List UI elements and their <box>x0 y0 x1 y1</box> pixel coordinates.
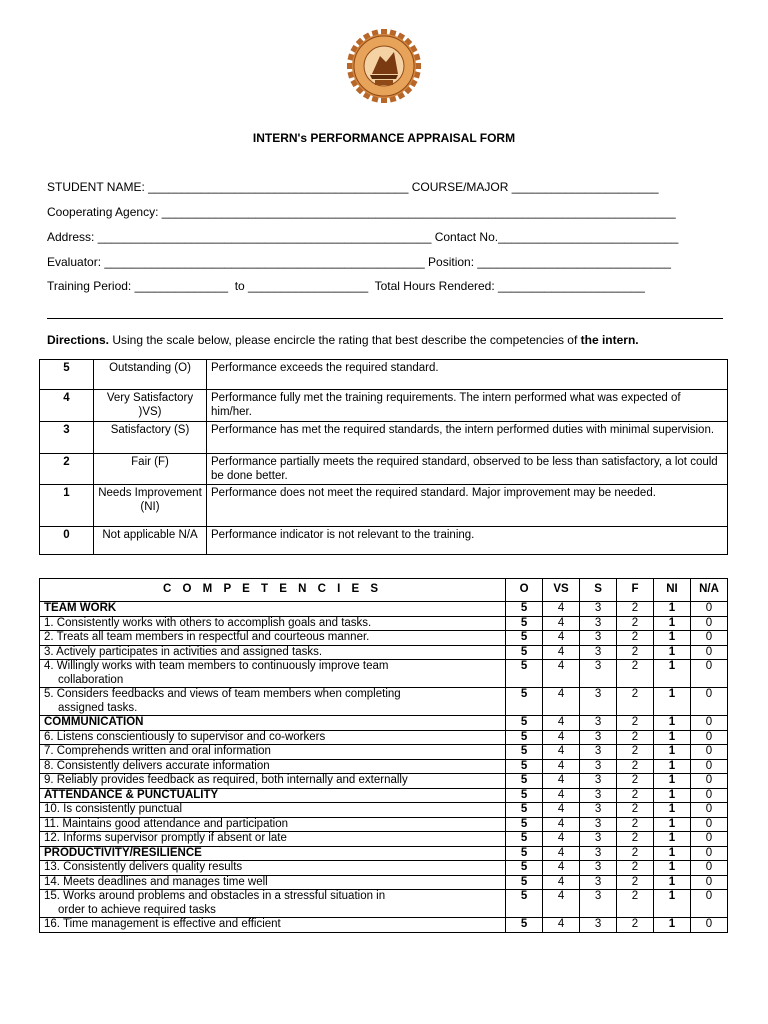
rating-option[interactable]: 5 <box>506 788 543 803</box>
rating-option[interactable]: 2 <box>617 817 654 832</box>
competency-line: 11. Maintains good attendance and participation <box>44 817 289 830</box>
rating-option[interactable]: 4 <box>543 745 580 760</box>
section-row <box>40 846 728 861</box>
section-title <box>40 716 506 731</box>
rating-option[interactable]: 4 <box>543 660 580 688</box>
directions-body: Using the scale below, please encircle the rating that best describe the competencies of <box>109 333 581 347</box>
divider-line <box>47 318 723 319</box>
rating-option[interactable]: 4 <box>543 788 580 803</box>
competencies-table <box>39 578 728 933</box>
training-period-field[interactable]: Training Period: ______________ to __________________ Total Hours Rendered: ______________________ <box>47 279 645 293</box>
rating-option[interactable]: 5 <box>506 803 543 818</box>
rating-option[interactable]: 2 <box>617 774 654 789</box>
rating-option[interactable]: 5 <box>506 688 543 716</box>
competency-line: 6. Listens conscientiously to supervisor and co-workers <box>44 730 326 743</box>
rating-option[interactable]: 3 <box>580 832 617 847</box>
scale-row <box>40 390 728 422</box>
scale-row <box>40 422 728 454</box>
competency-row <box>40 745 728 760</box>
section-row <box>40 788 728 803</box>
rating-option[interactable]: 0 <box>690 832 727 847</box>
competency-line: ATTENDANCE & PUNCTUALITY <box>44 788 219 801</box>
rating-option[interactable]: 1 <box>654 890 691 918</box>
rating-option[interactable]: 2 <box>617 861 654 876</box>
rating-option[interactable]: 5 <box>506 616 543 631</box>
rating-option[interactable]: 1 <box>654 602 691 617</box>
competency-text <box>40 832 506 847</box>
rating-option[interactable]: 5 <box>506 730 543 745</box>
rating-option[interactable]: 4 <box>543 716 580 731</box>
competency-line: COMMUNICATION <box>44 716 144 728</box>
rating-option[interactable]: 0 <box>690 688 727 716</box>
section-title <box>40 788 506 803</box>
competency-text <box>40 730 506 745</box>
rating-option[interactable]: 3 <box>580 861 617 876</box>
scale-number: 1 <box>40 485 94 527</box>
rating-option[interactable]: 1 <box>654 616 691 631</box>
rating-option[interactable]: 5 <box>506 660 543 688</box>
rating-option[interactable]: 4 <box>543 759 580 774</box>
rating-option[interactable]: 4 <box>543 803 580 818</box>
evaluator-position-field[interactable]: Evaluator: ________________________________________________ Position: _____________________________ <box>47 255 671 269</box>
competency-row <box>40 616 728 631</box>
rating-option[interactable]: 2 <box>617 803 654 818</box>
competency-row <box>40 803 728 818</box>
rating-option[interactable]: 0 <box>690 730 727 745</box>
rating-option[interactable]: 1 <box>654 774 691 789</box>
competency-text <box>40 759 506 774</box>
competency-text <box>40 861 506 876</box>
rating-option[interactable]: 0 <box>690 861 727 876</box>
rating-option[interactable]: 2 <box>617 602 654 617</box>
rating-option[interactable]: 0 <box>690 788 727 803</box>
rating-option[interactable]: 2 <box>617 616 654 631</box>
competency-line: 1. Consistently works with others to accomplish goals and tasks. <box>44 616 372 629</box>
scale-number: 5 <box>40 360 94 390</box>
competency-row <box>40 890 728 918</box>
competency-line: 15. Works around problems and obstacles in a stressful situation in <box>44 890 386 902</box>
rating-option[interactable]: 0 <box>690 645 727 660</box>
rating-header: F <box>617 579 654 602</box>
scale-label: Very Satisfactory )VS) <box>94 390 207 422</box>
rating-option[interactable]: 1 <box>654 660 691 688</box>
scale-number: 2 <box>40 454 94 485</box>
rating-option[interactable]: 0 <box>690 631 727 646</box>
rating-option[interactable]: 2 <box>617 918 654 933</box>
competency-row <box>40 861 728 876</box>
rating-option[interactable]: 1 <box>654 688 691 716</box>
student-name-course-field[interactable]: STUDENT NAME: _______________________________________ COURSE/MAJOR ______________________ <box>47 180 659 194</box>
rating-option[interactable]: 3 <box>580 688 617 716</box>
scale-row <box>40 485 728 527</box>
competency-row <box>40 759 728 774</box>
directions-label: Directions. <box>47 333 110 347</box>
rating-option[interactable]: 4 <box>543 861 580 876</box>
rating-option[interactable]: 1 <box>654 730 691 745</box>
scale-label: Outstanding (O) <box>94 360 207 390</box>
rating-option[interactable]: 5 <box>506 631 543 646</box>
competency-text <box>40 918 506 933</box>
rating-option[interactable]: 0 <box>690 716 727 731</box>
rating-option[interactable]: 0 <box>690 759 727 774</box>
rating-option[interactable]: 5 <box>506 759 543 774</box>
rating-option[interactable]: 5 <box>506 745 543 760</box>
rating-option[interactable]: 5 <box>506 846 543 861</box>
rating-option[interactable]: 0 <box>690 875 727 890</box>
rating-option[interactable]: 3 <box>580 631 617 646</box>
rating-option[interactable]: 1 <box>654 716 691 731</box>
rating-header: N/A <box>690 579 727 602</box>
rating-option[interactable]: 3 <box>580 602 617 617</box>
competency-row <box>40 645 728 660</box>
competency-text <box>40 616 506 631</box>
scale-description: Performance indicator is not relevant to the training. <box>207 527 728 555</box>
section-row <box>40 602 728 617</box>
competency-line: 7. Comprehends written and oral information <box>44 745 271 757</box>
rating-option[interactable]: 5 <box>506 890 543 918</box>
rating-option[interactable]: 1 <box>654 645 691 660</box>
rating-option[interactable]: 1 <box>654 832 691 847</box>
rating-option[interactable]: 2 <box>617 745 654 760</box>
rating-option[interactable]: 2 <box>617 716 654 731</box>
rating-option[interactable]: 2 <box>617 846 654 861</box>
rating-option[interactable]: 0 <box>690 660 727 688</box>
directions-text <box>47 333 639 347</box>
rating-option[interactable]: 4 <box>543 890 580 918</box>
rating-option[interactable]: 2 <box>617 660 654 688</box>
competency-line: 4. Willingly works with team members to continuously improve team <box>44 660 389 672</box>
rating-option[interactable]: 3 <box>580 660 617 688</box>
rating-option[interactable]: 3 <box>580 788 617 803</box>
rating-option[interactable]: 1 <box>654 759 691 774</box>
rating-option[interactable]: 3 <box>580 730 617 745</box>
rating-option[interactable]: 4 <box>543 846 580 861</box>
rating-option[interactable]: 0 <box>690 616 727 631</box>
rating-option[interactable]: 4 <box>543 918 580 933</box>
competency-line: 5. Considers feedbacks and views of team members when completing <box>44 688 401 700</box>
competency-line: 9. Reliably provides feedback as required, both internally and externally <box>44 774 408 786</box>
address-contact-field[interactable]: Address: __________________________________________________ Contact No.___________________________ <box>47 230 679 244</box>
competency-line: 8. Consistently delivers accurate information <box>44 759 270 772</box>
competency-row <box>40 817 728 832</box>
scale-description: Performance exceeds the required standard. <box>207 360 728 390</box>
competency-text <box>40 774 506 789</box>
scale-label: Fair (F) <box>94 454 207 485</box>
rating-header: VS <box>543 579 580 602</box>
rating-option[interactable]: 2 <box>617 688 654 716</box>
competency-line: 13. Consistently delivers quality results <box>44 861 243 873</box>
rating-option[interactable]: 4 <box>543 817 580 832</box>
form-title: INTERN's PERFORMANCE APPRAISAL FORM <box>252 131 516 145</box>
competency-text <box>40 631 506 646</box>
rating-option[interactable]: 1 <box>654 631 691 646</box>
rating-option[interactable]: 3 <box>580 846 617 861</box>
competency-row <box>40 631 728 646</box>
rating-option[interactable]: 5 <box>506 918 543 933</box>
section-title <box>40 602 506 617</box>
rating-option[interactable]: 0 <box>690 745 727 760</box>
rating-option[interactable]: 4 <box>543 631 580 646</box>
competency-row <box>40 660 728 688</box>
rating-option[interactable]: 2 <box>617 730 654 745</box>
rating-option[interactable]: 3 <box>580 616 617 631</box>
competency-line: PRODUCTIVITY/RESILIENCE <box>44 846 202 859</box>
scale-number: 3 <box>40 422 94 454</box>
scale-description: Performance fully met the training requirements. The intern performed what was expected of him/her. <box>207 390 728 422</box>
rating-option[interactable]: 1 <box>654 745 691 760</box>
rating-option[interactable]: 0 <box>690 890 727 918</box>
scale-label: Not applicable N/A <box>94 527 207 555</box>
rating-option[interactable]: 5 <box>506 774 543 789</box>
rating-option[interactable]: 4 <box>543 774 580 789</box>
scale-number: 4 <box>40 390 94 422</box>
competency-row <box>40 875 728 890</box>
competency-text <box>40 890 506 918</box>
rating-option[interactable]: 2 <box>617 788 654 803</box>
rating-option[interactable]: 4 <box>543 616 580 631</box>
rating-option[interactable]: 3 <box>580 918 617 933</box>
rating-option[interactable]: 4 <box>543 730 580 745</box>
rating-option[interactable]: 0 <box>690 602 727 617</box>
rating-option[interactable]: 0 <box>690 817 727 832</box>
rating-option[interactable]: 4 <box>543 645 580 660</box>
rating-option[interactable]: 3 <box>580 890 617 918</box>
rating-option[interactable]: 1 <box>654 875 691 890</box>
scale-number: 0 <box>40 527 94 555</box>
rating-header: S <box>580 579 617 602</box>
rating-option[interactable]: 5 <box>506 602 543 617</box>
scale-description: Performance does not meet the required standard. Major improvement may be needed. <box>207 485 728 527</box>
scale-description: Performance has met the required standards, the intern performed duties with minimal supervision. <box>207 422 728 454</box>
rating-option[interactable]: 0 <box>690 918 727 933</box>
rating-option[interactable]: 0 <box>690 803 727 818</box>
rating-option[interactable]: 5 <box>506 861 543 876</box>
scale-label: Satisfactory (S) <box>94 422 207 454</box>
competency-row <box>40 918 728 933</box>
rating-option[interactable]: 2 <box>617 631 654 646</box>
rating-option[interactable]: 3 <box>580 745 617 760</box>
competency-line: 2. Treats all team members in respectful and courteous manner. <box>44 631 370 643</box>
rating-option[interactable]: 3 <box>580 759 617 774</box>
rating-option[interactable]: 1 <box>654 861 691 876</box>
rating-header: O <box>506 579 543 602</box>
university-seal-logo <box>344 28 424 104</box>
rating-option[interactable]: 2 <box>617 645 654 660</box>
scale-label: Needs Improvement (NI) <box>94 485 207 527</box>
rating-header: NI <box>654 579 691 602</box>
competency-row <box>40 832 728 847</box>
rating-option[interactable]: 2 <box>617 832 654 847</box>
rating-option[interactable]: 4 <box>543 688 580 716</box>
competency-line: 12. Informs supervisor promptly if absent or late <box>44 832 287 844</box>
competency-line: 10. Is consistently punctual <box>44 803 183 815</box>
competency-text <box>40 660 506 688</box>
competency-line: TEAM WORK <box>44 602 117 614</box>
competency-line-continued: assigned tasks. <box>58 701 138 714</box>
rating-option[interactable]: 3 <box>580 875 617 890</box>
scale-description: Performance partially meets the required standard, observed to be less than satisfactory, a lot could be done better. <box>207 454 728 485</box>
rating-option[interactable]: 3 <box>580 803 617 818</box>
cooperating-agency-field[interactable]: Cooperating Agency: _____________________________________________________________________________ <box>47 205 676 219</box>
competency-line: 3. Actively participates in activities and assigned tasks. <box>44 645 323 658</box>
rating-option[interactable]: 0 <box>690 846 727 861</box>
rating-option[interactable]: 4 <box>543 832 580 847</box>
directions-tail: the intern. <box>580 333 639 347</box>
competency-line-continued: collaboration <box>58 673 124 686</box>
competency-row <box>40 774 728 789</box>
rating-option[interactable]: 3 <box>580 774 617 789</box>
competency-row <box>40 730 728 745</box>
rating-option[interactable]: 2 <box>617 759 654 774</box>
rating-option[interactable]: 3 <box>580 817 617 832</box>
rating-option[interactable]: 5 <box>506 875 543 890</box>
scale-row <box>40 360 728 390</box>
section-row <box>40 716 728 731</box>
rating-option[interactable]: 1 <box>654 817 691 832</box>
rating-option[interactable]: 1 <box>654 788 691 803</box>
competency-text <box>40 803 506 818</box>
competency-line-continued: order to achieve required tasks <box>58 903 216 916</box>
rating-option[interactable]: 2 <box>617 875 654 890</box>
rating-option[interactable]: 3 <box>580 716 617 731</box>
rating-option[interactable]: 1 <box>654 918 691 933</box>
rating-option[interactable]: 5 <box>506 832 543 847</box>
section-title <box>40 846 506 861</box>
competency-line: 14. Meets deadlines and manages time well <box>44 875 268 888</box>
competency-line: 16. Time management is effective and efficient <box>44 918 281 930</box>
rating-option[interactable]: 3 <box>580 645 617 660</box>
rating-option[interactable]: 0 <box>690 774 727 789</box>
rating-option[interactable]: 5 <box>506 716 543 731</box>
rating-option[interactable]: 4 <box>543 602 580 617</box>
scale-row <box>40 527 728 555</box>
rating-option[interactable]: 4 <box>543 875 580 890</box>
rating-option[interactable]: 5 <box>506 645 543 660</box>
competencies-header: C O M P E T E N C I E S <box>40 579 506 602</box>
rating-option[interactable]: 1 <box>654 803 691 818</box>
competency-text <box>40 745 506 760</box>
scale-row <box>40 454 728 485</box>
rating-scale-table <box>39 359 728 555</box>
competency-text <box>40 688 506 716</box>
rating-option[interactable]: 1 <box>654 846 691 861</box>
competency-row <box>40 688 728 716</box>
competency-text <box>40 875 506 890</box>
competency-text <box>40 817 506 832</box>
rating-option[interactable]: 5 <box>506 817 543 832</box>
competency-text <box>40 645 506 660</box>
rating-option[interactable]: 2 <box>617 890 654 918</box>
